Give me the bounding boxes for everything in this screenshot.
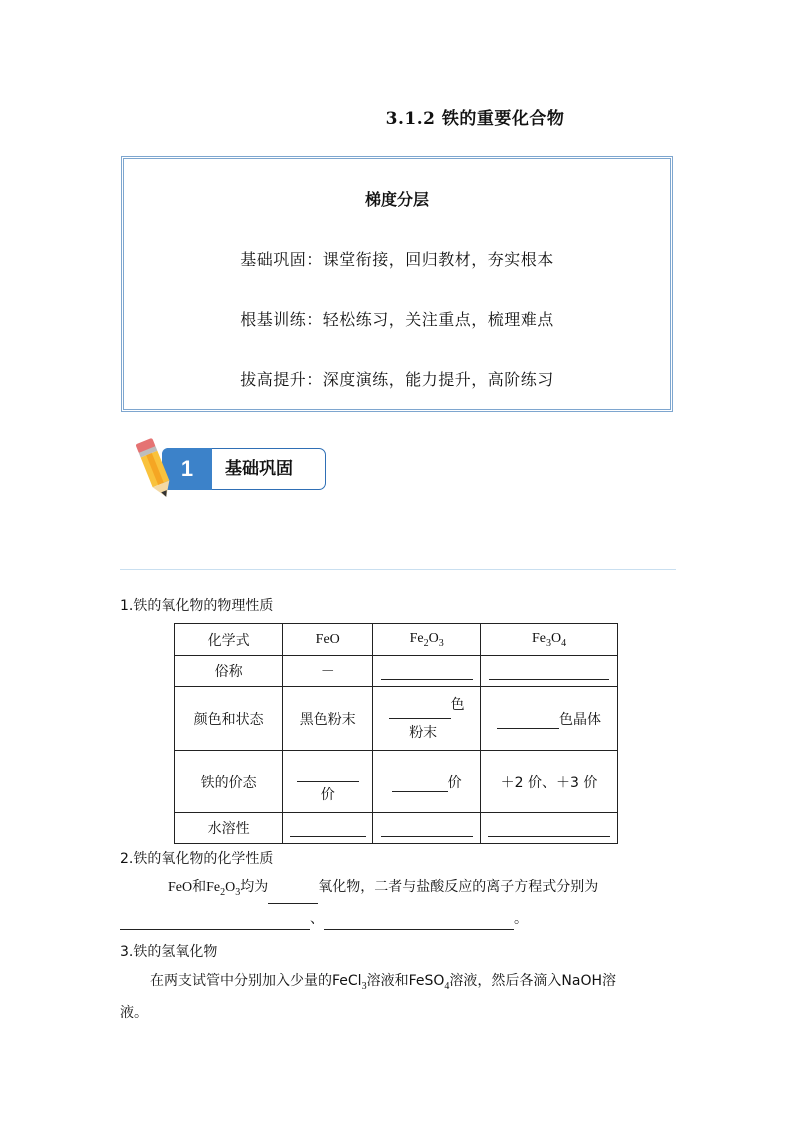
cell-fe3o4 bbox=[481, 656, 618, 687]
row-label: 颜色和状态 bbox=[175, 687, 283, 751]
gradient-levels-box bbox=[121, 156, 673, 412]
cell-feo: 黑色粉末 bbox=[283, 687, 373, 751]
cell-feo: 价 bbox=[283, 751, 373, 813]
answer-blank[interactable] bbox=[389, 702, 451, 719]
answer-blank[interactable] bbox=[489, 663, 609, 680]
header-fe3o4: $Fe_3O_4$ bbox=[481, 624, 618, 656]
cell-fe2o3 bbox=[373, 813, 481, 844]
section-badge bbox=[134, 437, 334, 501]
level-line-foundation: 根基训练：轻松练习，关注重点，梳理难点 bbox=[240, 310, 554, 329]
cell-fe3o4: 色晶体 bbox=[481, 687, 618, 751]
section-divider bbox=[120, 569, 676, 570]
table-row bbox=[175, 687, 618, 751]
cell-fe2o3 bbox=[373, 656, 481, 687]
row-label: 铁的价态 bbox=[175, 751, 283, 813]
answer-blank[interactable] bbox=[381, 663, 473, 680]
section-number: 1 bbox=[162, 448, 212, 490]
cell-fe2o3: 色 粉末 bbox=[373, 687, 481, 751]
header-formula: 化学式 bbox=[175, 624, 283, 656]
answer-blank[interactable] bbox=[268, 887, 318, 904]
q3-text-line2: 液。 bbox=[120, 1005, 148, 1021]
q3-text-line1: 在两支试管中分别加入少量的FeCl$_3$溶液和FeSO$_4$溶液，然后各滴入NaOH溶 bbox=[150, 973, 616, 992]
document-title: 3.1.2 铁的重要化合物 bbox=[385, 109, 565, 129]
answer-blank[interactable] bbox=[392, 775, 448, 792]
table-row bbox=[175, 656, 618, 687]
header-fe2o3: $Fe_2O_3$ bbox=[373, 624, 481, 656]
iron-oxide-properties-table bbox=[174, 623, 618, 844]
answer-blank[interactable] bbox=[497, 712, 559, 729]
answer-blank[interactable] bbox=[381, 820, 473, 837]
answer-blank[interactable] bbox=[488, 820, 610, 837]
answer-blank[interactable] bbox=[290, 820, 366, 837]
answer-blank[interactable] bbox=[324, 913, 514, 930]
row-label: 水溶性 bbox=[175, 813, 283, 844]
level-line-advanced: 拔高提升：深度演练，能力提升，高阶练习 bbox=[240, 370, 554, 389]
cell-fe3o4: ＋2 价、＋3 价 bbox=[481, 751, 618, 813]
answer-blank[interactable] bbox=[297, 765, 359, 782]
q1-heading: 1.铁的氧化物的物理性质 bbox=[120, 598, 274, 614]
cell-fe3o4 bbox=[481, 813, 618, 844]
box-heading: 梯度分层 bbox=[364, 190, 429, 209]
answer-blank[interactable] bbox=[120, 913, 310, 930]
pencil-icon bbox=[134, 437, 176, 501]
row-label: 俗称 bbox=[175, 656, 283, 687]
table-header-row bbox=[175, 624, 618, 656]
level-line-basic: 基础巩固：课堂衔接，回归教材，夯实根本 bbox=[240, 250, 554, 269]
cell-feo: － bbox=[283, 656, 373, 687]
q2-text-line1: FeO和$Fe_2O_3$均为 氧化物，二者与盐酸反应的离子方程式分别为 bbox=[168, 876, 598, 904]
section-label: 基础巩固 bbox=[225, 459, 293, 479]
cell-feo bbox=[283, 813, 373, 844]
cell-fe2o3: 价 bbox=[373, 751, 481, 813]
table-row bbox=[175, 751, 618, 813]
table-row bbox=[175, 813, 618, 844]
q2-heading: 2.铁的氧化物的化学性质 bbox=[120, 851, 274, 867]
q3-heading: 3.铁的氢氧化物 bbox=[120, 944, 218, 960]
header-feo: FeO bbox=[283, 624, 373, 656]
q2-text-line2: 、 。 bbox=[120, 908, 528, 930]
